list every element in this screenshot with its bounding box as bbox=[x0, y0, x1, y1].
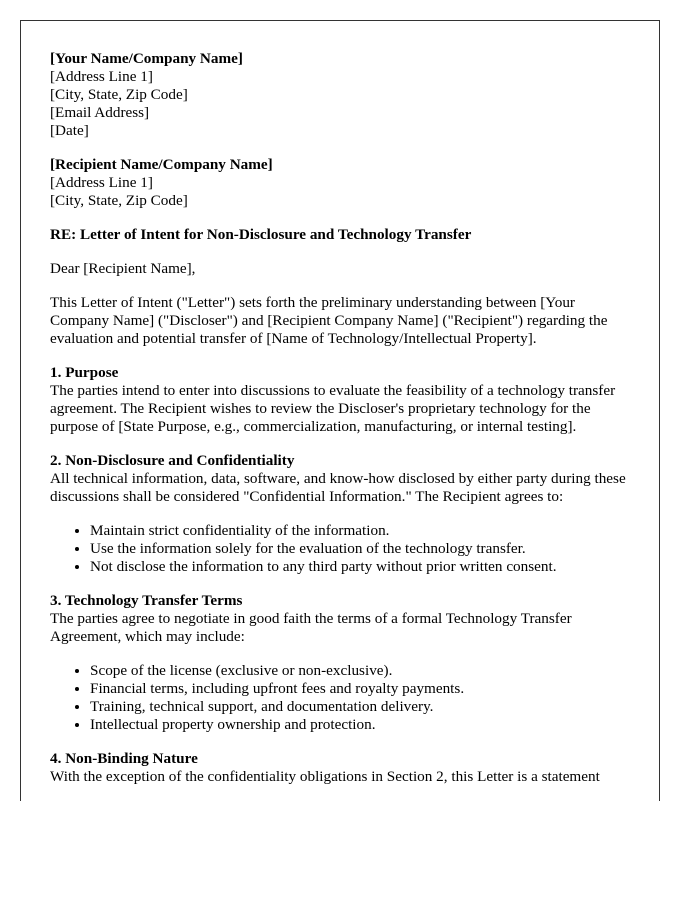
sender-city-state-zip: [City, State, Zip Code] bbox=[50, 86, 188, 103]
letter-page bbox=[20, 20, 660, 801]
list-item: • Training, technical support, and documentation delivery. bbox=[90, 698, 630, 716]
confidentiality-obligations-list bbox=[50, 522, 630, 576]
section-purpose bbox=[50, 364, 630, 436]
section-body: All technical information, data, software, and know-how disclosed by either party during these discussions shall be considered "Confidential Information." The Recipient agrees to: bbox=[50, 470, 626, 505]
sender-date: [Date] bbox=[50, 122, 89, 139]
list-item: • Financial terms, including upfront fees and royalty payments. bbox=[90, 680, 630, 698]
list-item: • Scope of the license (exclusive or non-exclusive). bbox=[90, 662, 630, 680]
recipient-block bbox=[50, 156, 630, 210]
subject-line: RE: Letter of Intent for Non-Disclosure and Technology Transfer bbox=[50, 226, 472, 243]
section-title: 3. Technology Transfer Terms bbox=[50, 592, 243, 609]
transfer-terms-list bbox=[50, 662, 630, 734]
sender-block bbox=[50, 50, 630, 140]
section-non-binding bbox=[50, 750, 630, 786]
section-body: The parties agree to negotiate in good faith the terms of a formal Technology Transfer Agreement, which may include: bbox=[50, 610, 572, 645]
recipient-name: [Recipient Name/Company Name] bbox=[50, 156, 273, 173]
section-body: The parties intend to enter into discussions to evaluate the feasibility of a technology transfer agreement. The Recipient wishes to review the Discloser's proprietary technology for the purpose of [State Purpose, e.g., commercialization, manufacturing, or internal testing]. bbox=[50, 382, 616, 435]
sender-email: [Email Address] bbox=[50, 104, 150, 121]
salutation: Dear [Recipient Name], bbox=[50, 260, 196, 277]
section-transfer-terms bbox=[50, 592, 630, 734]
section-title: 1. Purpose bbox=[50, 364, 119, 381]
section-title: 4. Non-Binding Nature bbox=[50, 750, 198, 767]
list-item: • Intellectual property ownership and protection. bbox=[90, 716, 630, 734]
section-title: 2. Non-Disclosure and Confidentiality bbox=[50, 452, 295, 469]
section-body: With the exception of the confidentiality obligations in Section 2, this Letter is a statement bbox=[50, 768, 600, 785]
recipient-address-line-1: [Address Line 1] bbox=[50, 174, 153, 191]
sender-address-line-1: [Address Line 1] bbox=[50, 68, 153, 85]
recipient-city-state-zip: [City, State, Zip Code] bbox=[50, 192, 188, 209]
section-confidentiality bbox=[50, 452, 630, 576]
list-item: • Maintain strict confidentiality of the information. bbox=[90, 522, 630, 540]
intro-paragraph: This Letter of Intent ("Letter") sets forth the preliminary understanding between [Your Company Name] ("Discloser") and [Recipient Company Name] ("Recipient") regarding the evaluation and potential transfer of [Name of Technology/Intellectual Property]. bbox=[50, 294, 608, 347]
list-item: • Use the information solely for the evaluation of the technology transfer. bbox=[90, 540, 630, 558]
sender-name: [Your Name/Company Name] bbox=[50, 50, 243, 67]
list-item: • Not disclose the information to any third party without prior written consent. bbox=[90, 558, 630, 576]
